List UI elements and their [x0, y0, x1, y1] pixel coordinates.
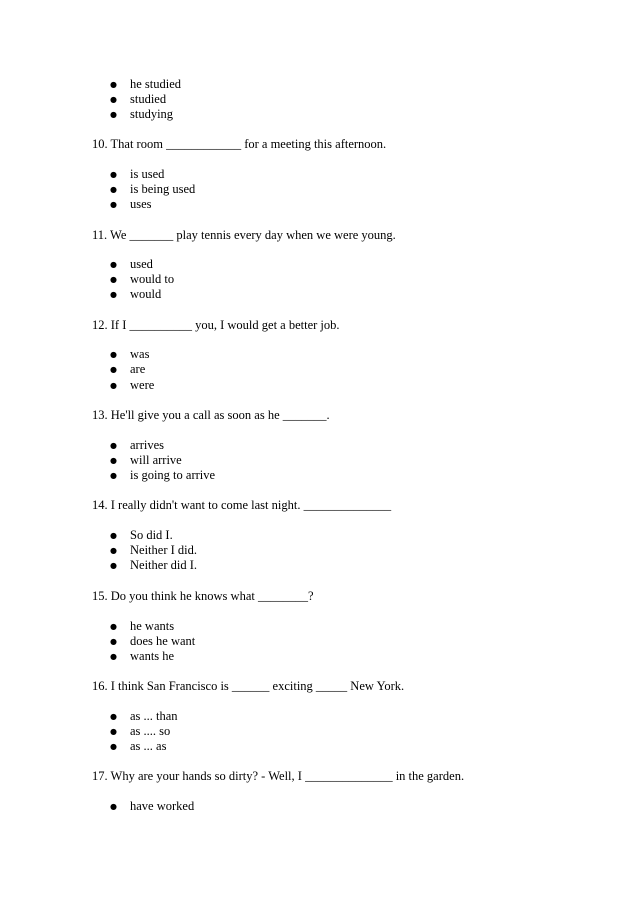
option-item — [110, 619, 174, 635]
option-item — [110, 528, 173, 544]
option-item — [110, 453, 182, 469]
option-text: will arrive — [130, 453, 182, 467]
bullet-icon: ● — [110, 94, 117, 104]
bullet-icon: ● — [110, 440, 117, 450]
option-item — [110, 799, 194, 815]
bullet-icon: ● — [110, 380, 117, 390]
option-text: Neither did I. — [130, 558, 197, 572]
option-item — [110, 77, 181, 93]
option-item — [110, 724, 170, 740]
option-item — [110, 92, 166, 108]
bullet-icon: ● — [110, 545, 117, 555]
bullet-icon: ● — [110, 455, 117, 465]
option-text: uses — [130, 197, 152, 211]
option-item — [110, 362, 145, 378]
option-text: does he want — [130, 634, 196, 648]
bullet-icon: ● — [110, 274, 117, 284]
option-item — [110, 543, 197, 559]
option-item — [110, 378, 154, 394]
option-item — [110, 272, 174, 288]
option-text: as .... so — [130, 724, 171, 738]
option-text: as ... than — [130, 709, 178, 723]
option-item — [110, 167, 164, 183]
option-item — [110, 709, 178, 725]
option-item — [110, 649, 174, 665]
option-text: used — [130, 257, 153, 271]
question-text: 16. I think San Francisco is ______ exciting _____ New York. — [92, 679, 405, 693]
bullet-icon: ● — [110, 530, 117, 540]
bullet-icon: ● — [110, 199, 117, 209]
question-text: 11. We _______ play tennis every day when we were young. — [92, 228, 396, 242]
option-text: have worked — [130, 799, 195, 813]
question-text: 13. He'll give you a call as soon as he _______. — [92, 408, 330, 422]
option-item — [110, 182, 195, 198]
question-text: 12. If I __________ you, I would get a better job. — [92, 318, 340, 332]
option-item — [110, 438, 164, 454]
option-item — [110, 739, 166, 755]
option-item — [110, 107, 173, 123]
option-item — [110, 468, 215, 484]
option-text: are — [130, 362, 146, 376]
option-item — [110, 287, 161, 303]
option-text: would to — [130, 272, 175, 286]
bullet-icon: ● — [110, 184, 117, 194]
option-item — [110, 634, 195, 650]
bullet-icon: ● — [110, 470, 117, 480]
bullet-icon: ● — [110, 364, 117, 374]
option-text: is being used — [130, 182, 196, 196]
option-text: studying — [130, 107, 174, 121]
option-text: arrives — [130, 438, 165, 452]
bullet-icon: ● — [110, 169, 117, 179]
question-text: 14. I really didn't want to come last night. ______________ — [92, 498, 392, 512]
option-text: was — [130, 347, 150, 361]
bullet-icon: ● — [110, 259, 117, 269]
option-item — [110, 347, 149, 363]
bullet-icon: ● — [110, 621, 117, 631]
option-text: is used — [130, 167, 165, 181]
bullet-icon: ● — [110, 109, 117, 119]
bullet-icon: ● — [110, 349, 117, 359]
bullet-icon: ● — [110, 79, 117, 89]
option-text: as ... as — [130, 739, 167, 753]
option-text: he wants — [130, 619, 175, 633]
bullet-icon: ● — [110, 560, 117, 570]
option-item — [110, 257, 153, 273]
question-text: 15. Do you think he knows what ________? — [92, 589, 314, 603]
bullet-icon: ● — [110, 801, 117, 811]
bullet-icon: ● — [110, 741, 117, 751]
option-text: Neither I did. — [130, 543, 197, 557]
bullet-icon: ● — [110, 651, 117, 661]
option-text: wants he — [130, 649, 175, 663]
option-text: So did I. — [130, 528, 173, 542]
question-text: 10. That room ____________ for a meeting this afternoon. — [92, 137, 387, 151]
bullet-icon: ● — [110, 726, 117, 736]
option-text: studied — [130, 92, 167, 106]
option-text: is going to arrive — [130, 468, 216, 482]
bullet-icon: ● — [110, 711, 117, 721]
option-text: he studied — [130, 77, 182, 91]
option-text: would — [130, 287, 162, 301]
question-text: 17. Why are your hands so dirty? - Well, I ______________ in the garden. — [92, 769, 465, 783]
bullet-icon: ● — [110, 289, 117, 299]
option-item — [110, 197, 152, 213]
bullet-icon: ● — [110, 636, 117, 646]
option-item — [110, 558, 197, 574]
option-text: were — [130, 378, 155, 392]
